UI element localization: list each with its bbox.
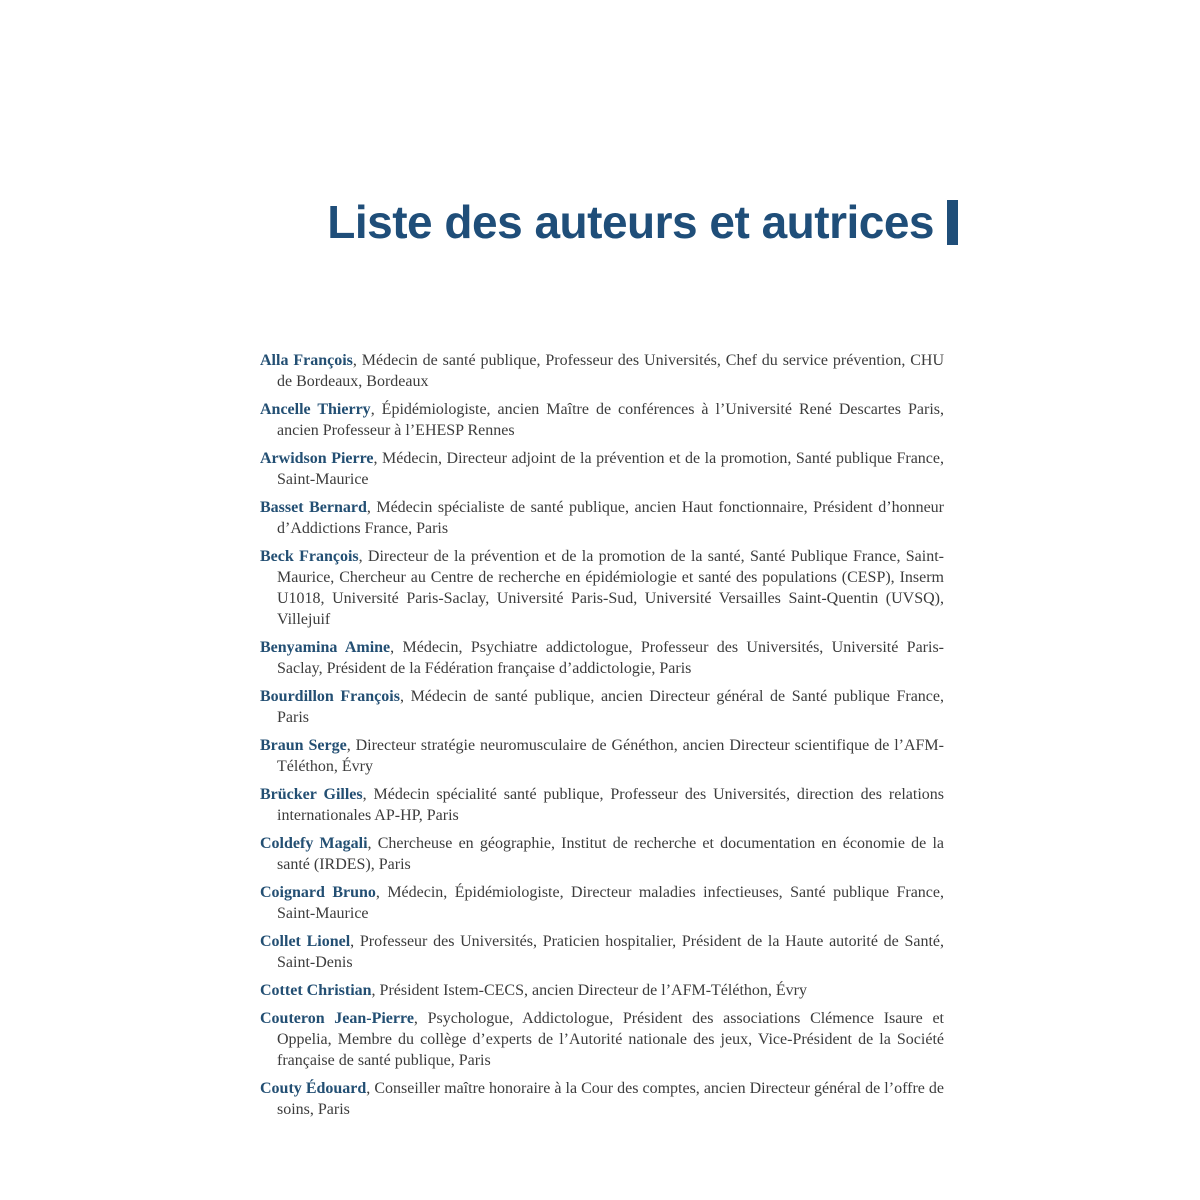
author-entry: [260, 350, 944, 392]
author-description: , Médecin, Épidémiologiste, Directeur maladies infectieuses, Santé publique France, Saint-Maurice: [277, 884, 945, 922]
author-name: Arwidson Pierre: [260, 450, 374, 467]
page-header: [327, 197, 958, 248]
author-name: Brücker Gilles: [260, 786, 363, 803]
author-name: Alla François: [260, 352, 353, 369]
author-list: [260, 350, 944, 1127]
author-entry: [260, 686, 944, 728]
author-description: , Conseiller maître honoraire à la Cour des comptes, ancien Directeur général de l’offre de soins, Paris: [277, 1080, 945, 1118]
author-entry: [260, 448, 944, 490]
author-entry: [260, 546, 944, 630]
author-name: Beck François: [260, 548, 359, 565]
author-entry: [260, 497, 944, 539]
author-entry: [260, 833, 944, 875]
author-entry: [260, 735, 944, 777]
author-description: , Chercheuse en géographie, Institut de recherche et documentation en économie de la santé (IRDES), Paris: [277, 835, 944, 873]
author-entry: [260, 1008, 944, 1071]
author-description: , Médecin, Psychiatre addictologue, Professeur des Universités, Université Paris-Saclay, Président de la Fédération française d’addictologie, Paris: [277, 639, 945, 677]
author-entry: [260, 931, 944, 973]
author-description: , Épidémiologiste, ancien Maître de conférences à l’Université René Descartes Paris, ancien Professeur à l’EHESP Rennes: [277, 401, 944, 439]
author-description: , Psychologue, Addictologue, Président des associations Clémence Isaure et Oppelia, Membre du collège d’experts de l’Autorité nationale des jeux, Vice-Président de la Société française de santé publique, Paris: [277, 1010, 944, 1069]
author-entry: [260, 980, 944, 1001]
author-entry: [260, 882, 944, 924]
author-name: Couty Édouard: [260, 1080, 367, 1097]
author-name: Couteron Jean-Pierre: [260, 1010, 414, 1027]
author-description: , Médecin, Directeur adjoint de la prévention et de la promotion, Santé publique France, Saint-Maurice: [277, 450, 944, 488]
author-name: Ancelle Thierry: [260, 401, 371, 418]
author-entry: [260, 1078, 944, 1120]
page-title: Liste des auteurs et autrices: [327, 196, 934, 248]
author-description: , Professeur des Universités, Praticien hospitalier, Président de la Haute autorité de Santé, Saint-Denis: [277, 933, 944, 971]
author-name: Collet Lionel: [260, 933, 351, 950]
author-description: , Directeur stratégie neuromusculaire de Généthon, ancien Directeur scientifique de l’AFM-Téléthon, Évry: [277, 737, 944, 775]
author-description: , Médecin de santé publique, Professeur des Universités, Chef du service prévention, CHU de Bordeaux, Bordeaux: [277, 352, 945, 390]
author-name: Coldefy Magali: [260, 835, 368, 852]
author-entry: [260, 637, 944, 679]
author-description: , Directeur de la prévention et de la promotion de la santé, Santé Publique France, Saint-Maurice, Chercheur au Centre de recherche en épidémiologie et santé des populations (CESP), Inserm U1018, Université Paris-Saclay, Université Paris-Sud, Université Versailles Saint-Quentin (UVSQ), Villejuif: [277, 548, 944, 628]
author-name: Braun Serge: [260, 737, 347, 754]
author-entry: [260, 399, 944, 441]
author-name: Bourdillon François: [260, 688, 400, 705]
author-name: Cottet Christian: [260, 982, 372, 999]
author-description: , Président Istem-CECS, ancien Directeur de l’AFM-Téléthon, Évry: [371, 982, 807, 999]
author-name: Basset Bernard: [260, 499, 367, 516]
title-accent-bar: [947, 200, 958, 245]
author-name: Coignard Bruno: [260, 884, 376, 901]
author-description: , Médecin spécialité santé publique, Professeur des Universités, direction des relations internationales AP-HP, Paris: [277, 786, 944, 824]
author-description: , Médecin de santé publique, ancien Directeur général de Santé publique France, Paris: [277, 688, 944, 726]
author-description: , Médecin spécialiste de santé publique, ancien Haut fonctionnaire, Président d’honneur d’Addictions France, Paris: [277, 499, 944, 537]
author-name: Benyamina Amine: [260, 639, 391, 656]
author-entry: [260, 784, 944, 826]
